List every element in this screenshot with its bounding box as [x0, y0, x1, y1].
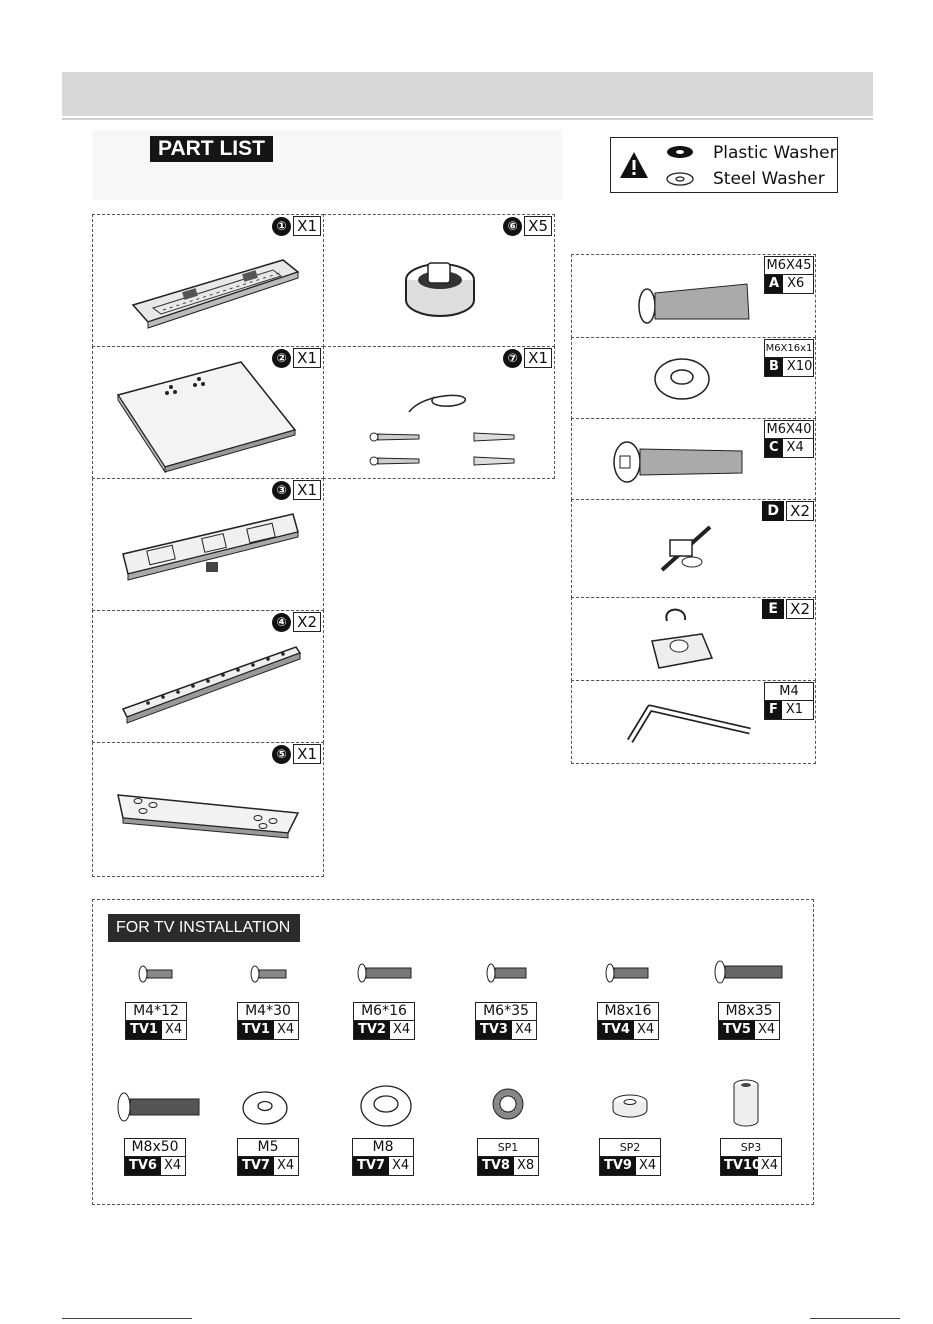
- hex-key-icon: [620, 703, 755, 748]
- part-2-number: ②: [272, 349, 291, 368]
- part-1-label: [272, 216, 321, 236]
- part-2-qty: X1: [293, 348, 321, 368]
- footer-rule-right: [810, 1318, 900, 1319]
- tv-item-11-code: TV9: [600, 1157, 636, 1175]
- screw-m6x16-icon: [357, 963, 413, 983]
- hardware-a-label: [764, 256, 814, 294]
- tv-item-8-label: [237, 1138, 299, 1176]
- hardware-a-qty: X6: [787, 276, 805, 291]
- plastic-washer-icon: [665, 144, 695, 160]
- part-7-label: [503, 348, 552, 368]
- tv-item-8-code: TV7: [238, 1157, 274, 1175]
- tv-installation-title: FOR TV INSTALLATION: [108, 914, 300, 942]
- tv-item-1-code: TV1: [126, 1021, 162, 1039]
- screw-m8x16-icon: [605, 963, 650, 983]
- part-6-number: ⑥: [503, 217, 522, 236]
- screw-m4x12-icon: [138, 965, 174, 983]
- part-3-panel: [92, 478, 324, 611]
- spacer-sp1-icon: [490, 1086, 526, 1122]
- part-3-label: [272, 480, 321, 500]
- toggle-bolt-icon: [652, 522, 717, 577]
- part-5-label: [272, 744, 321, 764]
- tv-item-3-code: TV2: [354, 1021, 390, 1039]
- spacer-sp3-icon: [731, 1078, 761, 1128]
- washer-m6-icon: [652, 356, 712, 402]
- mounting-bracket-icon: [123, 250, 303, 330]
- washer-m5-icon: [240, 1090, 290, 1126]
- washer-legend: [610, 137, 838, 193]
- hardware-b-qty: X10: [786, 359, 813, 374]
- hardware-d-code: D: [767, 503, 779, 519]
- tv-item-8-size: M5: [238, 1139, 298, 1157]
- steel-washer-label: Steel Washer: [713, 169, 825, 189]
- part-3-qty: X1: [293, 480, 321, 500]
- part-2-label: [272, 348, 321, 368]
- header-band: [62, 72, 873, 116]
- tv-item-7-label: [124, 1138, 186, 1176]
- part-4-label: [272, 612, 321, 632]
- hardware-f-qty: X1: [785, 702, 804, 717]
- tv-item-4-qty: X4: [515, 1022, 533, 1037]
- tv-item-7-code: TV6: [125, 1157, 161, 1175]
- tv-item-9-size: M8: [353, 1139, 413, 1157]
- anchor-kit-icon: [364, 387, 524, 472]
- tv-item-6-code: TV5: [719, 1021, 755, 1039]
- tv-item-2-label: [237, 1002, 299, 1040]
- part-4-number: ④: [272, 613, 291, 632]
- hardware-d-qty: X2: [786, 501, 814, 521]
- hardware-c-panel: [571, 418, 816, 500]
- hardware-c-qty: X4: [786, 440, 804, 455]
- tv-item-8-qty: X4: [277, 1158, 295, 1173]
- tv-item-3-qty: X4: [393, 1022, 411, 1037]
- tv-item-5-label: [597, 1002, 659, 1040]
- tv-item-11-size: SP2: [600, 1139, 660, 1157]
- tv-item-3-label: [353, 1002, 415, 1040]
- tv-item-10-code: TV8: [478, 1157, 514, 1175]
- bolt-m6x45-icon: [637, 279, 752, 329]
- footer-rule-left: [62, 1318, 192, 1319]
- part-6-label: [503, 216, 552, 236]
- tv-item-12-qty: X4: [760, 1158, 778, 1173]
- hardware-b-label: [764, 339, 814, 377]
- hardware-a-size: M6X45: [766, 258, 812, 273]
- part-7-number: ⑦: [503, 349, 522, 368]
- hardware-f-code: F: [765, 701, 782, 719]
- tv-item-1-size: M4*12: [126, 1003, 186, 1021]
- tv-item-5-qty: X4: [637, 1022, 655, 1037]
- header-divider: [62, 118, 873, 120]
- cable-clip-icon: [647, 606, 717, 674]
- tv-item-11-qty: X4: [639, 1158, 657, 1173]
- tv-item-6-label: [718, 1002, 780, 1040]
- tv-item-6-qty: X4: [758, 1022, 776, 1037]
- part-5-qty: X1: [293, 744, 321, 764]
- part-1-panel: [92, 214, 324, 347]
- part-7-qty: X1: [524, 348, 552, 368]
- part-6-qty: X5: [524, 216, 552, 236]
- hardware-f-panel: [571, 680, 816, 764]
- hardware-c-size: M6X40: [766, 422, 812, 437]
- part-1-qty: X1: [293, 216, 321, 236]
- cable-grommet-icon: [402, 255, 478, 325]
- tv-item-4-label: [475, 1002, 537, 1040]
- spacer-sp2-icon: [610, 1092, 650, 1120]
- hardware-d-label: [762, 501, 814, 521]
- tv-item-11-label: [599, 1138, 661, 1176]
- hardware-d-panel: [571, 499, 816, 598]
- tv-item-2-size: M4*30: [238, 1003, 298, 1021]
- tv-item-10-size: SP1: [478, 1139, 538, 1157]
- tv-item-10-label: [477, 1138, 539, 1176]
- tv-item-7-qty: X4: [164, 1158, 182, 1173]
- page-title: PART LIST: [150, 136, 273, 162]
- tv-item-12-code: TV10: [721, 1157, 758, 1175]
- tv-item-5-code: TV4: [598, 1021, 634, 1039]
- hardware-f-size: M4: [765, 683, 813, 701]
- tv-item-6-size: M8x35: [719, 1003, 779, 1021]
- wall-plate-icon: [118, 504, 303, 594]
- bolt-m6x40-icon: [612, 439, 747, 485]
- warning-icon: [619, 150, 649, 180]
- part-5-panel: [92, 742, 324, 877]
- screw-m8x50-icon: [116, 1092, 201, 1122]
- part-5-number: ⑤: [272, 745, 291, 764]
- tv-item-12-label: [720, 1138, 782, 1176]
- hardware-f-label: [764, 682, 814, 720]
- screw-m6x35-icon: [486, 963, 528, 983]
- tv-item-9-qty: X4: [392, 1158, 410, 1173]
- part-4-panel: [92, 610, 324, 743]
- part-2-panel: [92, 346, 324, 479]
- hardware-e-panel: [571, 597, 816, 681]
- tv-item-7-size: M8x50: [125, 1139, 185, 1157]
- steel-washer-icon: [665, 171, 695, 187]
- part-4-qty: X2: [293, 612, 321, 632]
- tv-item-3-size: M6*16: [354, 1003, 414, 1021]
- tv-item-1-qty: X4: [165, 1022, 183, 1037]
- hardware-c-code: C: [765, 439, 783, 457]
- part-7-panel: [323, 346, 555, 479]
- vertical-rail-icon: [118, 639, 303, 724]
- part-6-panel: [323, 214, 555, 347]
- hardware-a-panel: [571, 254, 816, 338]
- tv-item-10-qty: X8: [517, 1158, 535, 1173]
- part-1-number: ①: [272, 217, 291, 236]
- hardware-c-label: [764, 420, 814, 458]
- tv-item-5-size: M8x16: [598, 1003, 658, 1021]
- hardware-e-label: [762, 599, 814, 619]
- screw-m8x35-icon: [714, 960, 784, 984]
- tv-item-9-label: [352, 1138, 414, 1176]
- part-3-number: ③: [272, 481, 291, 500]
- tv-item-9-code: TV7: [353, 1157, 389, 1175]
- plastic-washer-label: Plastic Washer: [713, 143, 837, 163]
- screw-m4x30-icon: [250, 965, 288, 983]
- tv-item-12-size: SP3: [721, 1139, 781, 1157]
- tv-item-4-size: M6*35: [476, 1003, 536, 1021]
- tv-installation-panel: [92, 899, 814, 1205]
- washer-m8-icon: [358, 1083, 414, 1129]
- hardware-e-qty: X2: [786, 599, 814, 619]
- extension-plate-icon: [113, 783, 303, 843]
- tv-item-2-qty: X4: [277, 1022, 295, 1037]
- hardware-a-code: A: [765, 275, 783, 293]
- tv-item-2-code: TV1: [238, 1021, 274, 1039]
- shelf-plate-icon: [113, 357, 303, 472]
- hardware-b-panel: [571, 337, 816, 419]
- tv-item-1-label: [125, 1002, 187, 1040]
- hardware-b-size: M6X16x1: [765, 340, 813, 358]
- hardware-b-code: B: [765, 358, 783, 376]
- hardware-e-code: E: [768, 601, 778, 617]
- tv-item-4-code: TV3: [476, 1021, 512, 1039]
